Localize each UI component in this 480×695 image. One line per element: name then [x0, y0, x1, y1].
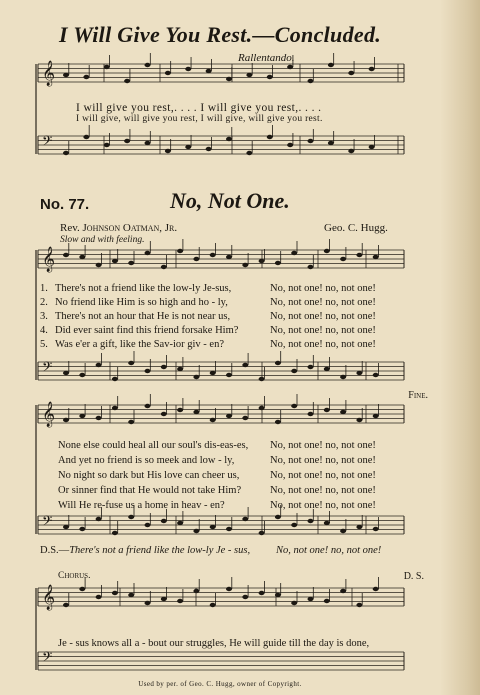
song1-bass-note	[145, 141, 151, 145]
song2-note	[161, 365, 167, 369]
song1-treble-note	[369, 67, 375, 71]
author-prefix: Rev.	[60, 222, 80, 234]
song2-note	[210, 525, 216, 529]
song1-bass-note	[348, 149, 354, 153]
song1-treble-note	[145, 63, 151, 67]
chorus-note	[259, 591, 265, 595]
refrain2-4: No, not one! no, not one!	[270, 485, 376, 496]
song2-note	[340, 375, 346, 379]
chorus-note	[161, 597, 167, 601]
chorus-note	[96, 595, 102, 599]
song1-bass-note	[124, 139, 130, 143]
song2-note	[340, 529, 346, 533]
song2-note	[308, 412, 314, 416]
song2-note	[308, 365, 314, 369]
refrain-2: No, not one! no, not one!	[270, 297, 376, 308]
song2-note	[96, 416, 102, 420]
song2-note	[275, 361, 281, 365]
chorus-note	[210, 603, 216, 607]
song2-note	[177, 367, 183, 371]
song2-note	[79, 255, 85, 259]
song1-treble-note	[206, 69, 212, 73]
song2-note	[210, 371, 216, 375]
song2-note	[210, 418, 216, 422]
verse-number: 5.	[40, 339, 48, 350]
bass-clef-icon: 𝄢	[42, 133, 53, 152]
song2-note	[96, 517, 102, 521]
author-name: Johnson Oatman, Jr.	[82, 222, 178, 234]
verse2-line-3: No night so dark but His love can cheer us,	[58, 470, 240, 481]
song2-note	[112, 531, 118, 535]
ds-label: D.S.—	[40, 545, 70, 556]
song2-note	[79, 527, 85, 531]
song1-bass-note	[206, 147, 212, 151]
song2-note	[63, 525, 69, 529]
song1-treble-note	[124, 79, 130, 83]
verse-number: 1.	[40, 283, 48, 294]
song2-note	[275, 515, 281, 519]
verse-text: Did ever saint find this friend forsake Him?	[55, 325, 239, 336]
chorus-note	[356, 603, 362, 607]
song1-bass-note	[104, 143, 110, 147]
song2-note	[145, 404, 151, 408]
song2-note	[242, 263, 248, 267]
song2-note	[324, 521, 330, 525]
verse2-line-2: And yet no friend is so meek and low - ly,	[58, 455, 235, 466]
chorus-note	[340, 589, 346, 593]
chorus-note	[226, 587, 232, 591]
song2-note	[177, 521, 183, 525]
song2-note	[242, 416, 248, 420]
song2-tempo-mark: Slow and with feeling.	[60, 235, 145, 245]
chorus-note	[79, 587, 85, 591]
verse-text: Was e'er a gift, like the Sav-ior giv - en?	[55, 339, 224, 350]
chorus-note	[63, 603, 69, 607]
refrain2-2: No, not one! no, not one!	[270, 455, 376, 466]
chorus-note	[373, 587, 379, 591]
song2-note	[226, 414, 232, 418]
verse-line-3	[40, 311, 230, 322]
chorus-note	[242, 595, 248, 599]
song2-note	[275, 420, 281, 424]
song1-bass-note	[328, 141, 334, 145]
song1-bass-note	[226, 137, 232, 141]
song2-title: No, Not One.	[170, 188, 290, 213]
chorus-note	[145, 601, 151, 605]
song2-note	[340, 410, 346, 414]
refrain2-5: No, not one! no, not one!	[270, 500, 376, 511]
fine-mark: Fine.	[408, 390, 428, 401]
song2-note	[242, 363, 248, 367]
verse-line-1	[40, 283, 231, 294]
song2-note	[373, 373, 379, 377]
chorus-note	[177, 599, 183, 603]
song1-treble-note	[165, 71, 171, 75]
song2-note	[177, 408, 183, 412]
song2-note	[128, 361, 134, 365]
song1-treble-note	[267, 75, 273, 79]
song2-note	[112, 377, 118, 381]
verse-line-5	[40, 339, 224, 350]
song1-bass-note	[308, 139, 314, 143]
song2-note	[226, 255, 232, 259]
song1-lyric-line-2: I will give, will give you rest, I will give, will give you rest.	[76, 114, 323, 124]
treble-clef-icon: 𝄞	[42, 247, 56, 272]
song2-note	[291, 369, 297, 373]
song1-bass-note	[267, 135, 273, 139]
song1-treble-note	[308, 79, 314, 83]
song1-bass-note	[185, 145, 191, 149]
song2-note	[96, 363, 102, 367]
song2-note	[373, 414, 379, 418]
song1-treble-note	[348, 71, 354, 75]
song2-note	[128, 261, 134, 265]
refrain-4: No, not one! no, not one!	[270, 325, 376, 336]
song1-treble-note	[83, 75, 89, 79]
song2-note	[79, 414, 85, 418]
verse-number: 2.	[40, 297, 48, 308]
refrain-5: No, not one! no, not one!	[270, 339, 376, 350]
song1-treble-note	[226, 77, 232, 81]
song2-note	[275, 261, 281, 265]
verse-line-4	[40, 325, 238, 336]
song2-note	[340, 257, 346, 261]
song2-note	[356, 253, 362, 257]
bass-clef-icon: 𝄢	[42, 513, 53, 532]
bass-clef-icon: 𝄢	[42, 649, 53, 668]
bass-clef-icon: 𝄢	[42, 359, 53, 378]
song1-bass-note	[165, 149, 171, 153]
song2-note	[161, 519, 167, 523]
copyright-footer: Used by per. of Geo. C. Hugg, owner of Copyright.	[138, 680, 302, 688]
song1-treble-note	[287, 65, 293, 69]
song2-note	[63, 418, 69, 422]
song1-bass-note	[287, 143, 293, 147]
song2-note	[356, 525, 362, 529]
verse-number: 3.	[40, 311, 48, 322]
hymn-number: No. 77.	[40, 196, 90, 213]
song1-treble-note	[63, 73, 69, 77]
refrain-1: No, not one! no, not one!	[270, 283, 376, 294]
chorus-lyric: Je - sus knows all a - bout our struggles, He will guide till the day is done,	[58, 638, 370, 649]
verse-text: No friend like Him is so high and ho - ly,	[55, 297, 228, 308]
song1-bass-note	[63, 151, 69, 155]
song2-note	[226, 373, 232, 377]
ds-lyric: There's not a friend like the low-ly Je - sus,	[69, 545, 251, 556]
song1-title: I Will Give You Rest.—Concluded.	[58, 22, 382, 47]
song2-note	[242, 517, 248, 521]
song1-treble-note	[104, 65, 110, 69]
treble-clef-icon: 𝄞	[42, 61, 56, 86]
verse-number: 4.	[40, 325, 48, 336]
song2-note	[161, 412, 167, 416]
song2-note	[193, 529, 199, 533]
treble-clef-icon: 𝄞	[42, 585, 56, 610]
song2-note	[356, 418, 362, 422]
song1-lyric-line-1: I will give you rest,. . . . I will give you rest,. . . .	[76, 102, 322, 114]
chorus-note	[128, 593, 134, 597]
song2-note	[308, 519, 314, 523]
song2-note	[324, 249, 330, 253]
refrain2-3: No, not one! no, not one!	[270, 470, 376, 481]
verse-line-2	[40, 297, 228, 308]
song1-tempo-mark: Rallentando.	[238, 52, 295, 64]
song2-note	[210, 253, 216, 257]
song2-note	[291, 251, 297, 255]
chorus-note	[308, 597, 314, 601]
chorus-label: Chorus.	[58, 571, 91, 581]
chorus-note	[112, 591, 118, 595]
song1-bass-note	[246, 151, 252, 155]
verse-text: There's not an hour that He is not near us,	[55, 311, 231, 322]
song2-note	[145, 523, 151, 527]
refrain2-1: No, not one! no, not one!	[270, 440, 376, 451]
song2-note	[128, 515, 134, 519]
song2-note	[324, 408, 330, 412]
song2-note	[373, 255, 379, 259]
verse2-line-1: None else could heal all our soul's dis-eas-es,	[58, 440, 249, 451]
song2-note	[308, 265, 314, 269]
song2-note	[145, 369, 151, 373]
song2-note	[161, 265, 167, 269]
song2-note	[291, 404, 297, 408]
song2-note	[63, 371, 69, 375]
chorus-note	[324, 599, 330, 603]
song1-treble-note	[328, 63, 334, 67]
song1-bass-note	[369, 145, 375, 149]
song1-bass-note	[83, 135, 89, 139]
song2-note	[193, 410, 199, 414]
treble-clef-icon: 𝄞	[42, 402, 56, 427]
composer-credit: Geo. C. Hugg.	[324, 222, 388, 234]
song2-note	[356, 371, 362, 375]
ds-refrain: No, not one! no, not one!	[276, 545, 382, 556]
song2-note	[96, 263, 102, 267]
song1-treble-note	[246, 73, 252, 77]
song2-note	[128, 420, 134, 424]
ds-end-mark: D. S.	[403, 571, 424, 582]
song2-note	[112, 259, 118, 263]
song2-note	[145, 251, 151, 255]
ds-line	[40, 545, 250, 556]
song2-note	[193, 257, 199, 261]
verse-text: There's not a friend like the low-ly Je-sus,	[55, 283, 232, 294]
chorus-note	[291, 601, 297, 605]
verse2-line-4: Or sinner find that He would not take Him?	[58, 485, 242, 496]
song2-note	[63, 253, 69, 257]
song2-note	[177, 249, 183, 253]
song2-note	[193, 375, 199, 379]
song2-note	[112, 406, 118, 410]
song2-note	[373, 527, 379, 531]
refrain-3: No, not one! no, not one!	[270, 311, 376, 322]
song1-treble-note	[185, 67, 191, 71]
song2-note	[79, 373, 85, 377]
verse2-line-5: Will He re-fuse us a home in heav - en?	[58, 500, 225, 511]
song2-note	[324, 367, 330, 371]
song2-note	[291, 523, 297, 527]
song2-note	[226, 527, 232, 531]
author-credit	[60, 222, 177, 234]
